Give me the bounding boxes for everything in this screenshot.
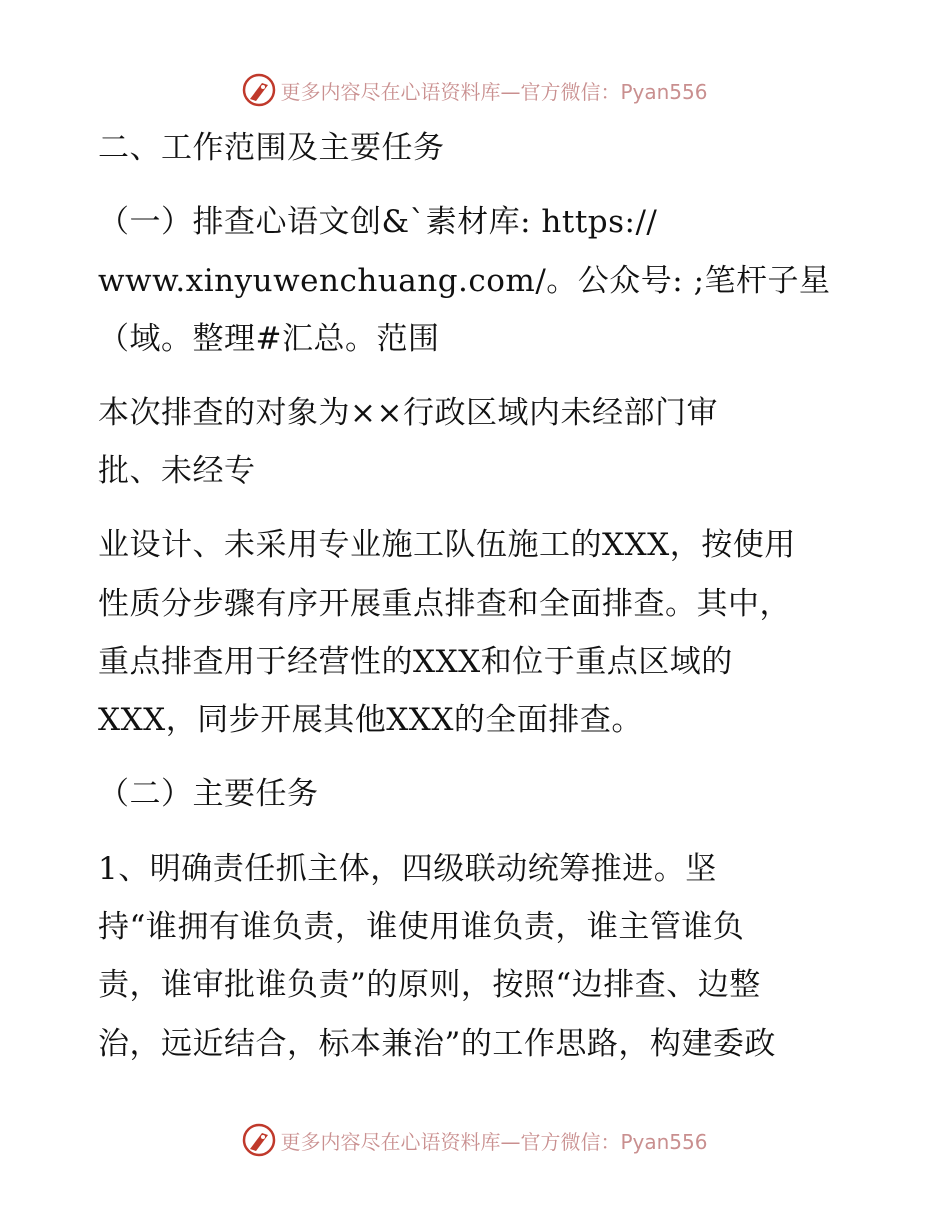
text-line: 重点排查用于经营性的XXX和位于重点区域的 (98, 644, 733, 680)
text-line: 责，谁审批谁负责”的原则，按照“边排查、边整 (98, 967, 761, 1003)
text-line: 治，远近结合，标本兼治”的工作思路，构建委政 (98, 1026, 776, 1062)
text-line: 本次排查的对象为××行政区域内未经部门审 (98, 395, 718, 431)
pen-nib-logo-icon (242, 1123, 276, 1157)
text-line: www.xinyuwenchuang.com/。公众号: ;笔杆子星 (98, 263, 831, 299)
text-line: （域。整理#汇总。范围 (98, 321, 440, 357)
text-line: （一）排查心语文创&`素材库: https:// (98, 204, 658, 240)
text-line: （二）主要任务 (98, 776, 319, 812)
text-line: 性质分步骤有序开展重点排查和全面排查。其中， (98, 586, 791, 622)
text-line: XXX，同步开展其他XXX的全面排查。 (98, 702, 643, 738)
text-line: 持“谁拥有谁负责，谁使用谁负责，谁主管谁负 (98, 909, 745, 945)
text-line: 1、明确责任抓主体，四级联动统筹推进。坚 (98, 851, 717, 887)
text-line: 二、工作范围及主要任务 (98, 130, 445, 166)
text-line: 业设计、未采用专业施工队伍施工的XXX，按使用 (98, 527, 796, 563)
watermark-text: 更多内容尽在心语资料库—官方微信：Pyan556 (280, 79, 708, 104)
watermark-text: 更多内容尽在心语资料库—官方微信：Pyan556 (280, 1129, 708, 1154)
pen-nib-logo-icon (242, 73, 276, 107)
header-watermark-banner (0, 70, 950, 110)
footer-watermark-banner (0, 1120, 950, 1160)
text-line: 批、未经专 (98, 453, 256, 489)
